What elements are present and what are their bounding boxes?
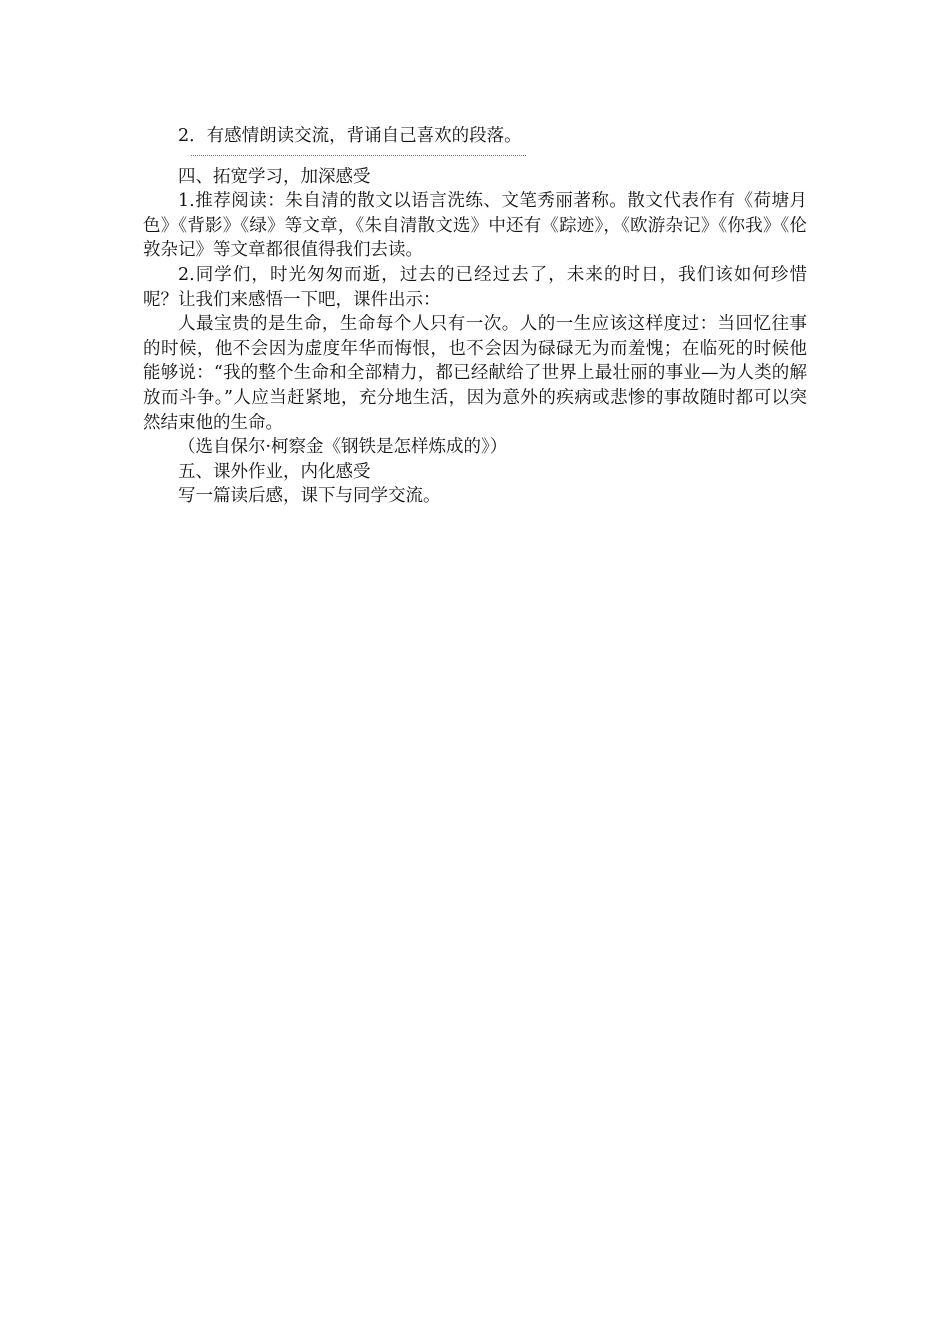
paragraph-recommended-reading: 1.推荐阅读：朱自清的散文以语言洗练、文笔秀丽著称。散文代表作有《荷塘月色》《背影》《绿》等文章，《朱自清散文选》中还有《踪迹》，《欧游杂记》《你我》《伦敦杂记》等文章都很值得我们去读。	[143, 191, 807, 261]
dotted-divider	[191, 155, 526, 156]
paragraph-cherish-time: 2.同学们，时光匆匆而逝，过去的已经过去了，未来的时日，我们该如何珍惜呢？让我们来感悟一下吧，课件出示：	[143, 264, 807, 310]
paragraph-read-aloud: 2．有感情朗读交流，背诵自己喜欢的段落。	[178, 126, 522, 146]
paragraph-homework: 写一篇读后感，课下与同学交流。	[178, 486, 441, 507]
quote-source: （选自保尔·柯察金《钢铁是怎样炼成的》）	[178, 437, 508, 458]
section-heading-5: 五、课外作业，内化感受	[178, 461, 371, 482]
paragraph-quote: 人最宝贵的是生命，生命每个人只有一次。人的一生应该这样度过：当回忆往事的时候，他不会因为虚度年华而悔恨，也不会因为碌碌无为而羞愧；在临死的时候他能够说：“我的整个生命和全部精力，都已经献给了世界上最壮丽的事业—为人类的解放而斗争。”人应当赶紧地，充分地生活，因为意外的疾病或悲惨的事故随时都可以突然结束他的生命。	[143, 314, 807, 433]
document-body	[143, 124, 807, 509]
section-heading-4: 四、拓宽学习，加深感受	[178, 166, 371, 187]
